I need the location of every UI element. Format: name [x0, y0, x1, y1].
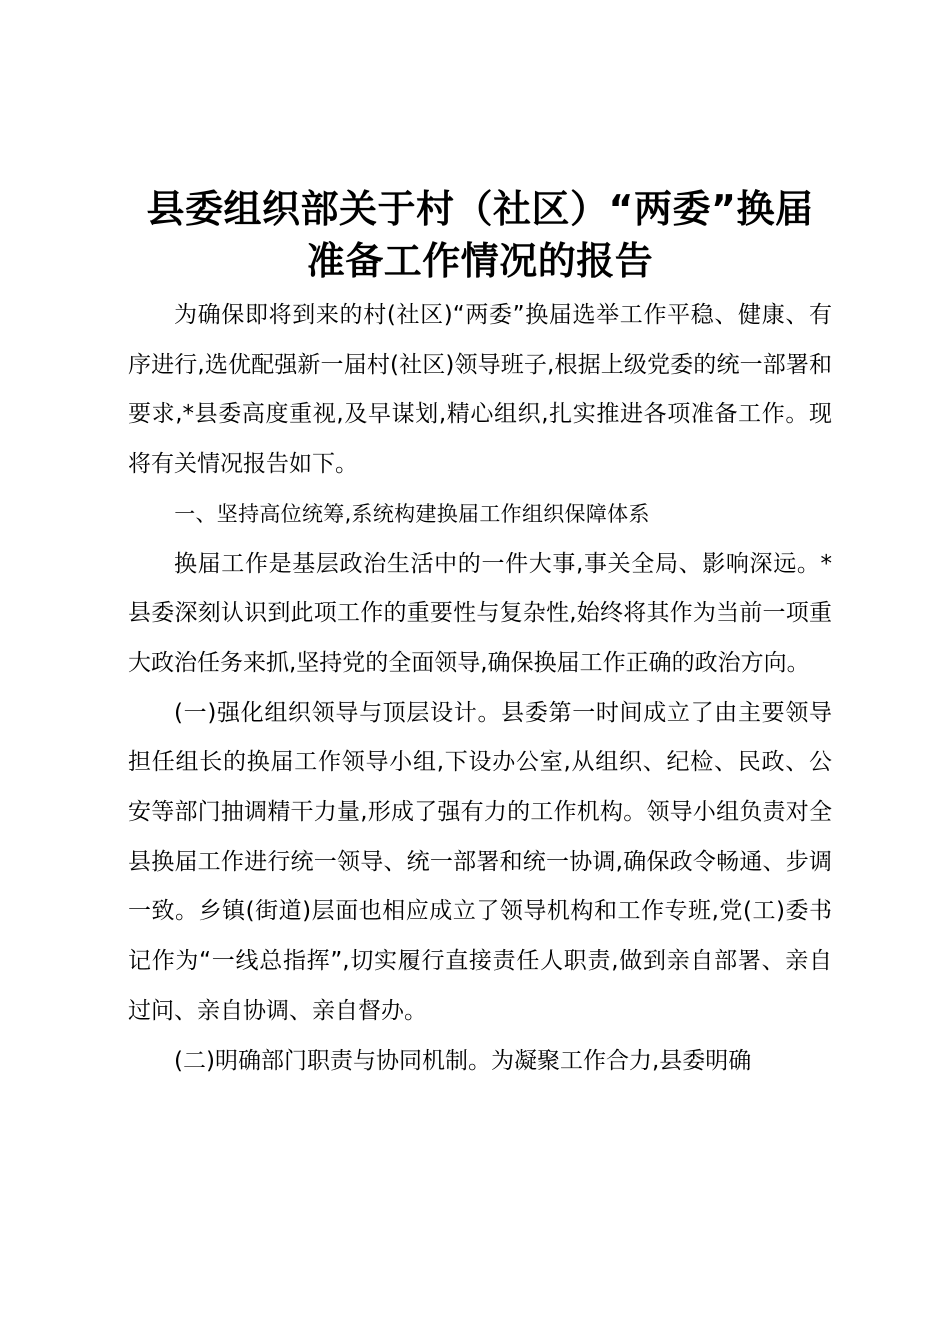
subsection-1-paragraph: (一)强化组织领导与顶层设计。县委第一时间成立了由主要领导担任组长的换届工作领导小组,下设办公室,从组织、纪检、民政、公安等部门抽调精干力量,形成了强有力的工作机构。领导小组负责对全县换届工作进行统一领导、统一部署和统一协调,确保政令畅通、步调一致。乡镇(街道)层面也相应成立了领导机构和工作专班,党(工)委书记作为“一线总指挥”,切实履行直接责任人职责,做到亲自部署、亲自过问、亲自协调、亲自督办。 — [128, 699, 832, 1024]
document-page — [128, 183, 832, 1086]
document-body — [128, 291, 832, 1086]
section-1-paragraph: 换届工作是基层政治生活中的一件大事,事关全局、影响深远。*县委深刻认识到此项工作的重要性与复杂性,始终将其作为当前一项重大政治任务来抓,坚持党的全面领导,确保换届工作正确的政治方向。 — [128, 550, 832, 676]
intro-paragraph: 为确保即将到来的村(社区)“两委”换届选举工作平稳、健康、有序进行,选优配强新一届村(社区)领导班子,根据上级党委的统一部署和要求,*县委高度重视,及早谋划,精心组织,扎实推进各项准备工作。现将有关情况报告如下。 — [128, 302, 832, 478]
document-title: 县委组织部关于村（社区）“两委”换届准备工作情况的报告 — [146, 187, 814, 283]
subsection-2-paragraph: (二)明确部门职责与协同机制。为凝聚工作合力,县委明确 — [174, 1047, 752, 1074]
section-heading-1: 一、坚持高位统筹,系统构建换届工作组织保障体系 — [174, 501, 650, 526]
